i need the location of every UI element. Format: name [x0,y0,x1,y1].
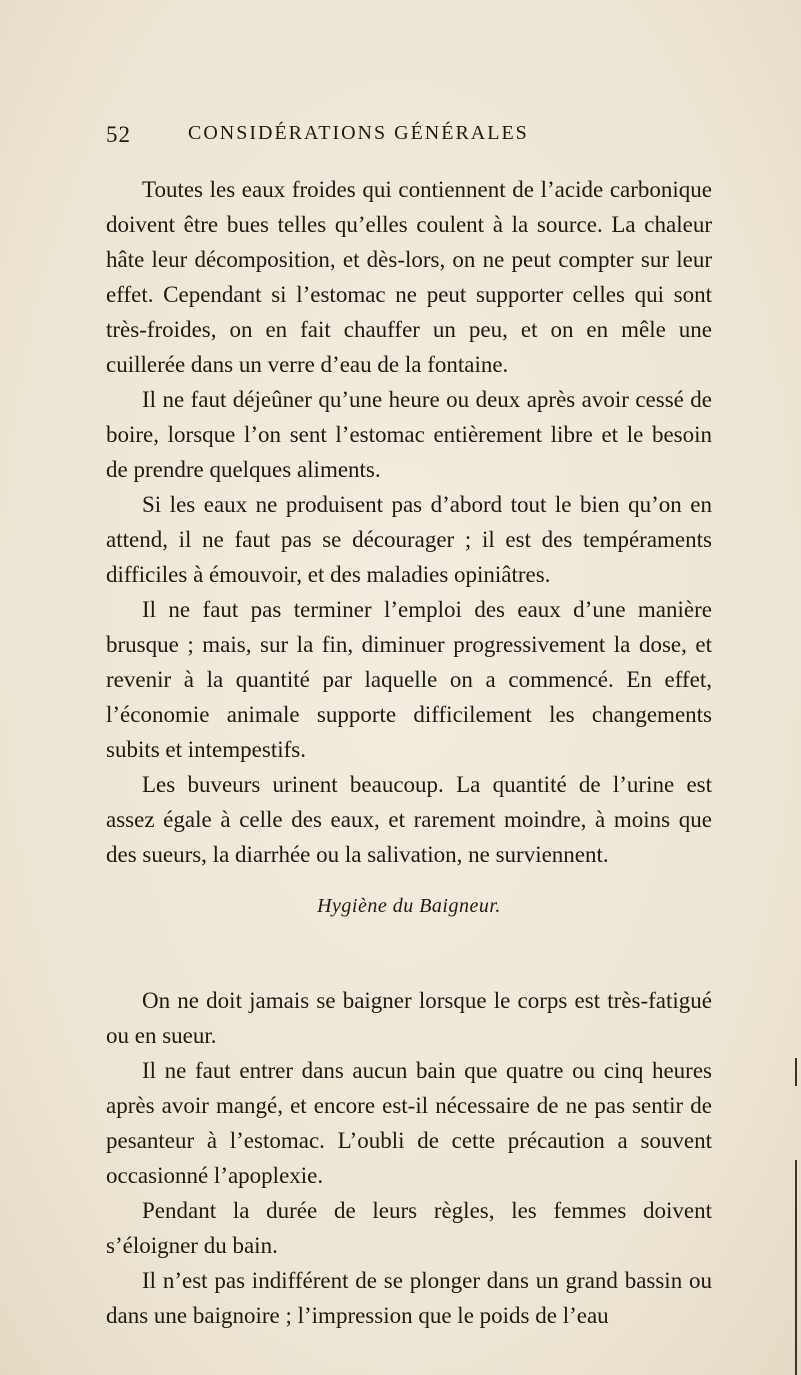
section-heading: Hygiène du Baigneur. [317,895,501,917]
paragraph: Si les eaux ne produisent pas d’abord tout le bien qu’on en attend, il ne faut pas se décourager ; il est des tempéraments difficiles à émouvoir, et des maladies opiniâtres. [106,492,712,587]
paragraph: Il ne faut déjeûner qu’une heure ou deux après avoir cessé de boire, lorsque l’on sent l’estomac entièrement libre et le besoin de prendre quelques aliments. [106,387,712,482]
paragraph: On ne doit jamais se baigner lorsque le corps est très-fatigué ou en sueur. [106,988,712,1048]
paragraph: Toutes les eaux froides qui contiennent de l’acide carbonique doivent être bues telles qu’elles coulent à la source. La chaleur hâte leur décomposition, et dès-lors, on ne peut compter sur leur effet. Cependant si l’estomac ne peut supporter celles qui sont très-froides, on en fait chauffer un peu, et on en mêle une cuillerée dans un verre d’eau de la fontaine. [106,177,712,377]
paragraph: Il ne faut entrer dans aucun bain que quatre ou cinq heures après avoir mangé, et encore est-il nécessaire de ne pas sentir de pesanteur à l’estomac. L’oubli de cette précaution a souvent occasionné l’apoplexie. [106,1058,712,1188]
paragraph: Il ne faut pas terminer l’emploi des eaux d’une manière brusque ; mais, sur la fin, diminuer progressivement la dose, et revenir à la quantité par laquelle on a commencé. En effet, l’économie animale supporte difficilement les changements subits et intempestifs. [106,597,712,762]
paragraph: Les buveurs urinent beaucoup. La quantité de l’urine est assez égale à celle des eaux, et rarement moindre, à moins que des sueurs, la diarrhée ou la salivation, ne surviennent. [106,772,712,867]
page-edge-mark [795,1058,797,1086]
running-head: CONSIDÉRATIONS GÉNÉRALES [188,122,529,144]
paragraph: Il n’est pas indifférent de se plonger dans un grand bassin ou dans une baignoire ; l’impression que le poids de l’eau [106,1268,712,1328]
page-header [106,122,666,156]
body-text-before-heading [106,172,712,872]
page-edge-mark [795,1160,797,1375]
paragraph: Pendant la durée de leurs règles, les femmes doivent s’éloigner du bain. [106,1198,712,1258]
body-text-after-heading [106,983,712,1333]
page-number: 52 [106,122,131,147]
